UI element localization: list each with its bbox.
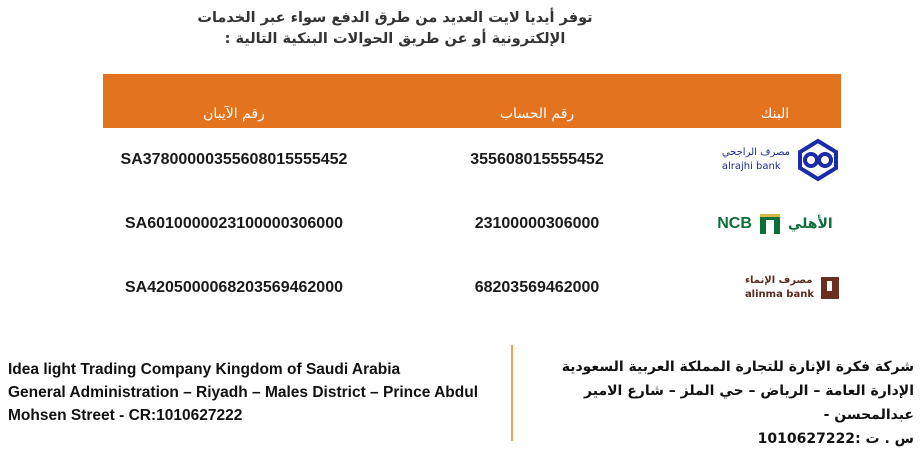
table-row	[103, 192, 841, 256]
bank-cell	[709, 192, 841, 256]
bank-name-en: NCB	[717, 215, 752, 232]
footer-en-line-2: General Administration – Riyadh – Males District – Prince Abdul	[8, 384, 479, 401]
header-bank: البنك	[709, 74, 841, 128]
table-row	[103, 256, 841, 320]
intro-text	[150, 8, 640, 50]
table-header-row	[103, 74, 841, 128]
account-cell: 355608015555452	[470, 151, 604, 168]
iban-cell: SA37800000355608015555452	[120, 151, 348, 168]
footer-en-line-1: Idea light Trading Company Kingdom of Saudi Arabia	[8, 361, 401, 378]
alrajhi-bank-logo	[710, 138, 840, 182]
alrajhi-emblem-icon	[796, 138, 840, 182]
alinma-bank-logo	[710, 274, 840, 302]
intro-line-1: توفر أيديا لايت العديد من طرق الدفع سواء عبر الخدمات	[197, 10, 593, 26]
bank-transfer-table	[103, 74, 841, 320]
bank-cell	[709, 256, 841, 320]
footer-english-address	[8, 358, 508, 427]
footer-ar-line-3: س . ت :1010627222	[757, 431, 914, 447]
account-cell: 68203569462000	[474, 279, 600, 296]
bank-name-en: alinma bank	[744, 289, 814, 300]
ncb-logo	[710, 212, 840, 236]
bank-name-en: alrajhi bank	[721, 161, 781, 172]
bank-cell	[709, 128, 841, 192]
table-row	[103, 128, 841, 192]
intro-line-2: الإلكترونية أو عن طريق الحوالات البنكية التالية :	[224, 31, 566, 47]
account-cell: 23100000306000	[474, 215, 600, 232]
footer-en-line-3: Mohsen Street - CR:1010627222	[8, 407, 243, 424]
header-account: رقم الحساب	[365, 74, 709, 128]
iban-cell: SA6010000023100000306000	[125, 215, 343, 232]
footer-ar-line-2: الإدارة العامة – الرياض – حي الملز – شارع الامير عبدالمحسن -	[584, 383, 914, 423]
bank-name-ar: الأهلي	[787, 216, 833, 232]
bank-name-ar: مصرف الإنماء	[744, 275, 813, 286]
header-iban: رقم الآيبان	[103, 74, 365, 128]
ncb-gate-icon	[758, 212, 782, 236]
footer-ar-line-1: شركة فكرة الإنارة للتجارة المملكة العربية السعودية	[561, 359, 914, 375]
alinma-emblem-icon	[820, 276, 840, 300]
bank-name-ar: مصرف الراجحي	[721, 147, 790, 158]
footer-divider	[511, 345, 513, 441]
footer-arabic-address	[524, 355, 914, 451]
iban-cell: SA4205000068203569462000	[125, 279, 343, 296]
